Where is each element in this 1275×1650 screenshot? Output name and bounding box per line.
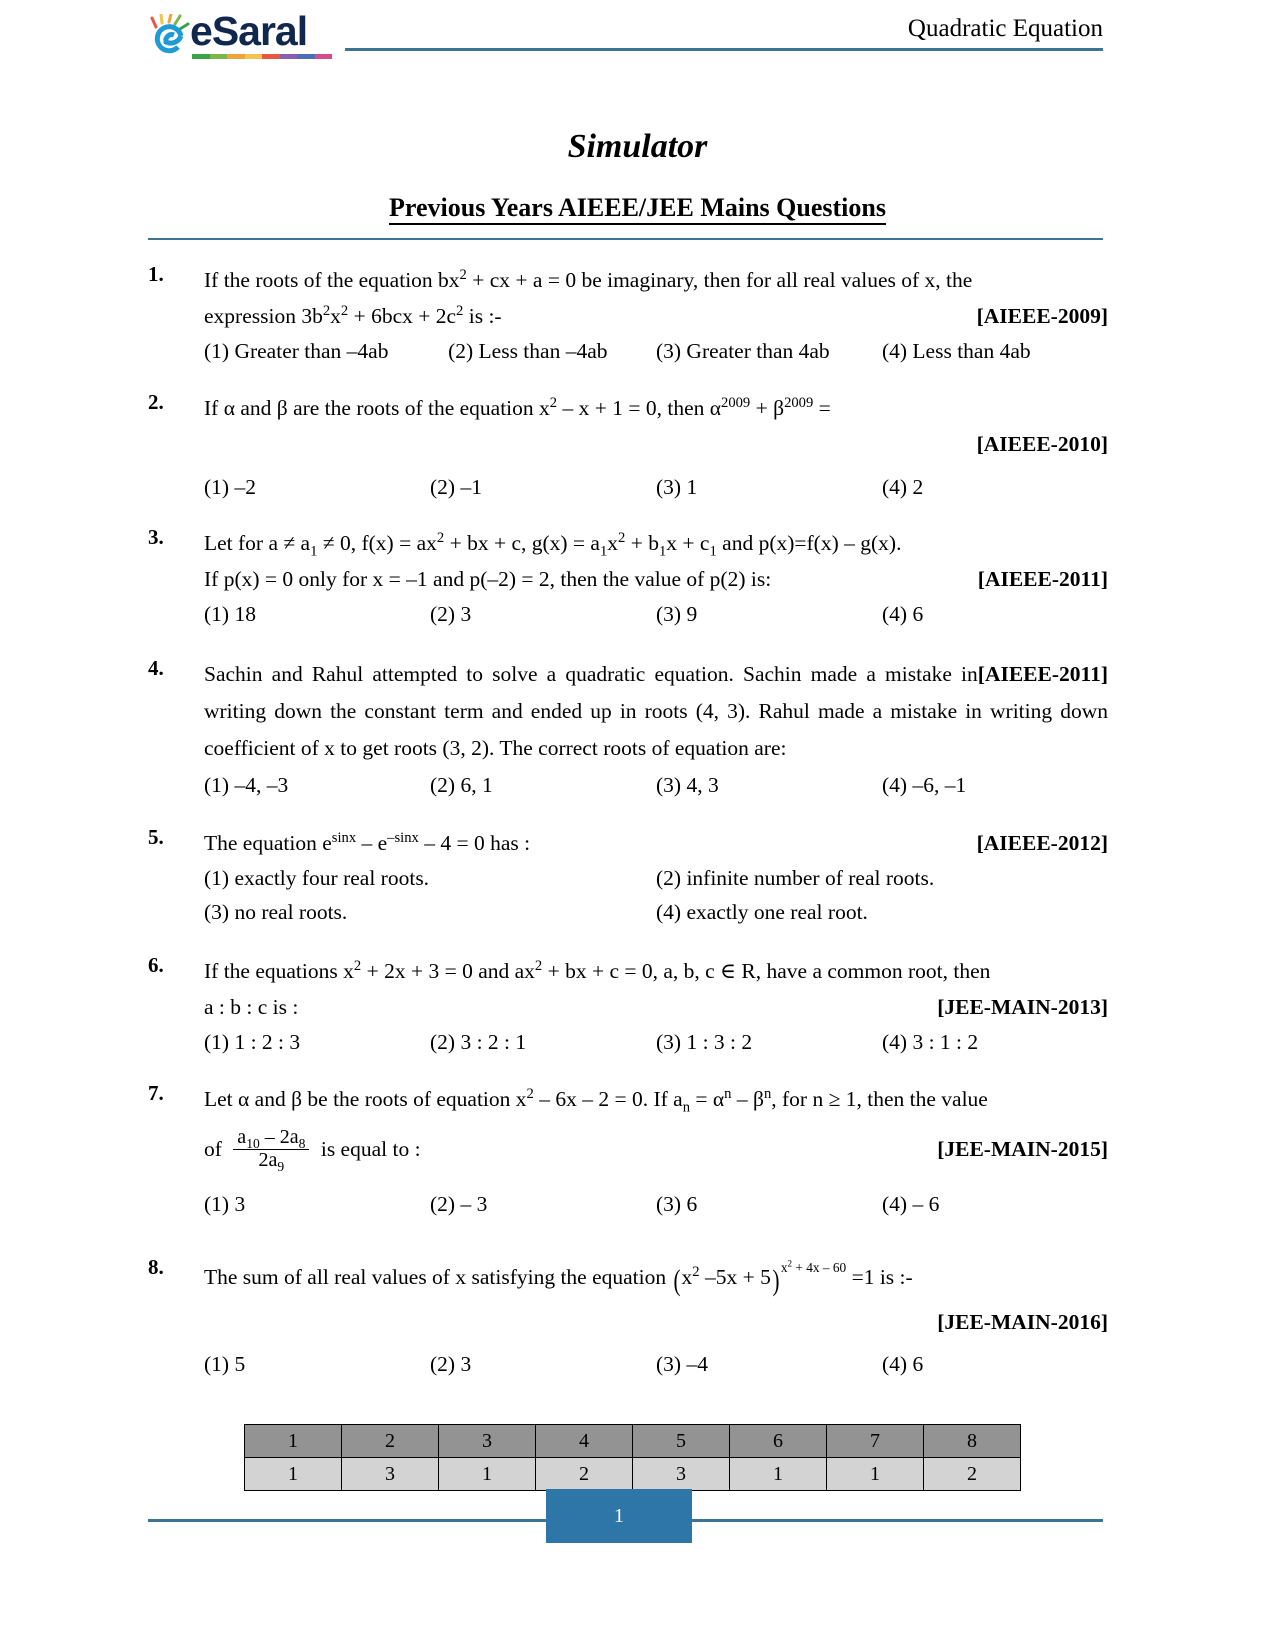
logo-color-bar — [192, 54, 332, 59]
option-2[interactable]: (2) Less than –4ab — [448, 339, 608, 363]
answer-key-value: 1 — [245, 1458, 342, 1491]
logo-prefix: e — [190, 8, 212, 54]
option-3[interactable]: (3) 9 — [656, 602, 698, 626]
document-subtitle — [0, 193, 1275, 223]
question-lead-text: The sum of all real values of x satisfying the equation — [204, 1265, 667, 1289]
option-4[interactable]: (4) 3 : 1 : 2 — [882, 1030, 979, 1054]
open-paren: ( — [673, 1264, 680, 1297]
option-2[interactable]: (2) –1 — [430, 475, 482, 499]
question-text: If the roots of the equation $bx^2$ + cx + a = 0 be imaginary, then for all real values of x, the [AIEEE-2009] expression $3b^2x^2 + 6bcx + 2c^2$ is :- (1) Greater than –4ab (2) Less than –4ab (3) Greater than 4ab (4) Less than 4ab — [204, 262, 1108, 368]
option-4[interactable]: (4) –6, –1 — [882, 773, 967, 797]
question-3 — [148, 525, 1108, 631]
subtitle-text: Previous Years AIEEE/JEE Mains Questions — [389, 193, 886, 225]
option-1[interactable]: (1) –4, –3 — [204, 773, 289, 797]
question-text — [204, 1255, 1108, 1381]
option-1[interactable]: (1) Greater than –4ab — [204, 339, 389, 363]
option-2[interactable]: (2) 3 — [430, 1352, 472, 1376]
question-5 — [148, 825, 1108, 929]
option-4[interactable]: (4) 6 — [882, 602, 924, 626]
exam-tag: [AIEEE-2011] — [977, 662, 1108, 686]
chapter-title: Quadratic Equation — [907, 15, 1103, 42]
answer-key-question-number: 7 — [827, 1425, 924, 1458]
fraction-denominator: $2a_9$ — [233, 1149, 309, 1172]
option-1[interactable]: (1) 18 — [204, 602, 256, 626]
answer-key-answers-row — [245, 1458, 1021, 1491]
close-paren: ) — [772, 1264, 780, 1297]
answer-key-question-number: 3 — [439, 1425, 536, 1458]
formula-exponent: x2 + 4x – 60 — [780, 1258, 847, 1275]
question-6 — [148, 953, 1108, 1059]
question-number: 1. — [148, 262, 164, 286]
question-text: Let α and β be the roots of equation $x^2 - 6x - 2 = 0$. If $a_n = \alpha^n - \beta^n$, for n ≥ 1, then the value [JEE-MAIN-2015] of $\frac{a_{10} - 2a_8}{2a_9}$ is equal to : (1) 3 (2) – 3 (3) 6 (4) – 6 — [204, 1081, 1108, 1221]
answer-key-value: 2 — [536, 1458, 633, 1491]
option-4[interactable]: (4) Less than 4ab — [881, 339, 1031, 363]
answer-key-question-number: 2 — [342, 1425, 439, 1458]
option-3[interactable]: (3) 1 : 3 : 2 — [656, 1030, 753, 1054]
question-8 — [148, 1255, 1108, 1381]
esaral-logo-icon — [148, 14, 194, 56]
question-options — [204, 1025, 1108, 1059]
option-1[interactable]: (1) –2 — [204, 475, 256, 499]
exam-tag: [JEE-MAIN-2016] — [937, 1310, 1108, 1334]
option-2[interactable]: (2) 6, 1 — [430, 773, 493, 797]
option-4[interactable]: (4) exactly one real root. — [656, 900, 868, 924]
option-1[interactable]: (1) 3 — [204, 1192, 246, 1216]
document-title: Simulator — [567, 128, 708, 165]
answer-key-question-number: 4 — [536, 1425, 633, 1458]
question-7 — [148, 1081, 1108, 1221]
question-options — [204, 470, 1108, 504]
answer-key-question-number: 6 — [730, 1425, 827, 1458]
title-divider — [148, 238, 1103, 240]
option-2[interactable]: (2) – 3 — [430, 1192, 488, 1216]
option-3[interactable]: (3) 6 — [656, 1192, 698, 1216]
answer-key-value: 2 — [924, 1458, 1021, 1491]
option-1[interactable]: (1) 5 — [204, 1352, 246, 1376]
question-text — [204, 656, 1108, 803]
question-number: 8. — [148, 1255, 164, 1279]
exam-tag: [AIEEE-2009] — [976, 304, 1108, 328]
answer-key-table — [244, 1424, 1021, 1491]
question-options — [204, 1347, 1108, 1381]
answer-key-value: 1 — [730, 1458, 827, 1491]
question-options-row1 — [204, 861, 1108, 895]
answer-key-question-number: 5 — [633, 1425, 730, 1458]
option-3[interactable]: (3) –4 — [656, 1352, 708, 1376]
question-options-row2 — [204, 895, 1108, 929]
power-formula: ($x^2$ –5x + 5) $^{x^2 + 4x - 60}$ — [672, 1265, 852, 1289]
question-body-text: Sachin and Rahul attempted to solve a quadratic equation. Sachin made a mistake in writing down the constant term and ended up in roots (4, 3). Rahul made a mistake in writing down coefficient of x to get roots (3, 2). The correct roots of equation are: — [204, 662, 1108, 760]
question-trail-text: =1 is :- — [851, 1265, 913, 1289]
answer-key-value: 3 — [342, 1458, 439, 1491]
question-4 — [148, 656, 1108, 803]
question-options — [204, 597, 1108, 631]
header-divider — [345, 48, 1103, 51]
answer-key-header-row — [245, 1425, 1021, 1458]
fraction-expression — [233, 1125, 309, 1174]
question-options — [204, 767, 1108, 803]
option-2[interactable]: (2) 3 — [430, 602, 472, 626]
question-text: Let for $a \ne a_1 \ne 0$, $f(x) = ax^2$ + bx + c, $g(x) = a_1x^2 + b_1x + c_1$ and p(x)=f(x) – g(x). [AIEEE-2011] If p(x) = 0 only for x = –1 and p(–2) = 2, then the value of p(2) is: (1) 18 (2) 3 (3) 9 (4) 6 — [204, 525, 1108, 631]
question-options — [204, 1187, 1108, 1221]
question-number: 5. — [148, 825, 164, 849]
exam-tag: [JEE-MAIN-2013] — [937, 995, 1108, 1019]
option-3[interactable]: (3) 1 — [656, 475, 698, 499]
answer-key-value: 1 — [439, 1458, 536, 1491]
option-3[interactable]: (3) 4, 3 — [656, 773, 719, 797]
question-number: 6. — [148, 953, 164, 977]
page-number-badge: 1 — [546, 1489, 692, 1543]
answer-key-value: 3 — [633, 1458, 730, 1491]
answer-key-value: 1 — [827, 1458, 924, 1491]
option-2[interactable]: (2) infinite number of real roots. — [656, 866, 935, 890]
question-text: [AIEEE-2012] The equation $e^{sinx} - e^{-sinx} - 4 = 0$ has : (1) exactly four real roots. (2) infinite number of real roots. (3) no real roots. (4) exactly one real root. — [204, 825, 1108, 929]
option-4[interactable]: (4) 6 — [882, 1352, 924, 1376]
question-number: 2. — [148, 390, 164, 414]
esaral-logo — [148, 8, 333, 60]
questions-container — [148, 252, 1108, 1381]
option-1[interactable]: (1) exactly four real roots. — [204, 866, 430, 890]
fraction-prefix: of — [204, 1137, 222, 1161]
question-text: If the equations $x^2 + 2x + 3 = 0$ and $ax^2$ + bx + c = 0, a, b, c ∈ R, have a common root, then [JEE-MAIN-2013] a : b : c is : (1) 1 : 2 : 3 (2) 3 : 2 : 1 (3) 1 : 3 : 2 (4) 3 : 1 : 2 — [204, 953, 1108, 1059]
option-2[interactable]: (2) 3 : 2 : 1 — [430, 1030, 527, 1054]
question-options — [204, 334, 1108, 368]
option-3[interactable]: (3) no real roots. — [204, 900, 348, 924]
answer-key-question-number: 8 — [924, 1425, 1021, 1458]
page-header — [0, 0, 1275, 72]
question-number: 4. — [148, 656, 164, 680]
exam-tag: [AIEEE-2010] — [976, 432, 1108, 456]
option-4[interactable]: (4) – 6 — [882, 1192, 940, 1216]
answer-key-question-number: 1 — [245, 1425, 342, 1458]
logo-name: Saral — [211, 8, 308, 54]
fraction-numerator: $a_{10} - 2a_8$ — [237, 1125, 306, 1151]
question-number: 7. — [148, 1081, 164, 1105]
exam-tag: [JEE-MAIN-2015] — [937, 1137, 1108, 1161]
option-3[interactable]: (3) Greater than 4ab — [655, 339, 830, 363]
exam-tag: [AIEEE-2011] — [977, 567, 1108, 591]
question-text: If α and β are the roots of the equation $x^2 - x + 1 = 0$, then $\alpha^{2009} + \beta^{2009}$ = [AIEEE-2010] (1) –2 (2) –1 (3) 1 (4) 2 — [204, 390, 1108, 504]
logo-wordmark — [190, 9, 307, 53]
option-4[interactable]: (4) 2 — [882, 475, 924, 499]
question-1 — [148, 262, 1108, 368]
exam-tag: [AIEEE-2012] — [976, 831, 1108, 855]
question-2 — [148, 390, 1108, 504]
question-number: 3. — [148, 525, 164, 549]
option-1[interactable]: (1) 1 : 2 : 3 — [204, 1030, 301, 1054]
fraction-suffix: is equal to : — [320, 1137, 421, 1161]
